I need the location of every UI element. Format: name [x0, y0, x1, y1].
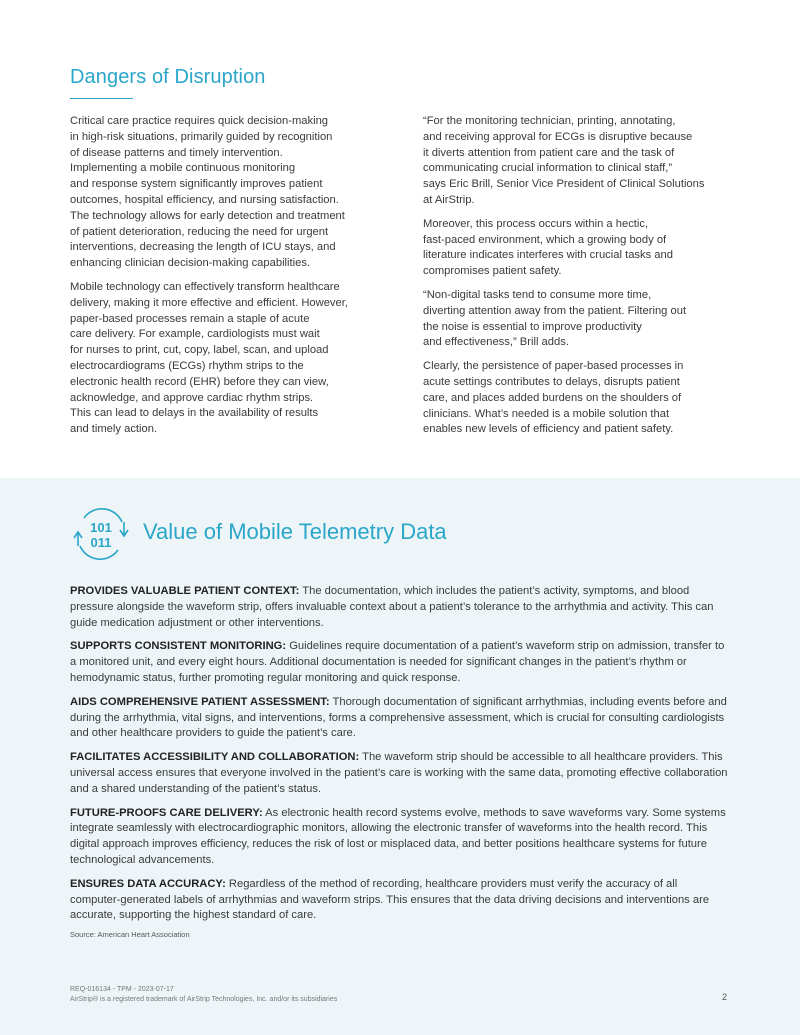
- item-text: The documentation, which includes the patient’s activity, symptoms, and blood pressure alongside the waveform strip, offers invaluable context about a patient’s tolerance to the arrhythmia and activity. This can guide medication adjustment or other interventions.: [70, 585, 714, 629]
- item-heading: FACILITATES ACCESSIBILITY AND COLLABORATION:: [70, 751, 360, 764]
- item-text: The waveform strip should be accessible to all healthcare providers. This universal access ensures that everyone involved in the patient’s care is working with the same data, promoting effective collaboration and a shared understanding of the patient’s status.: [70, 751, 728, 795]
- list-item: [70, 806, 730, 869]
- item-text: Guidelines require documentation of a patient’s waveform strip on admission, transfer to a monitored unit, and every eight hours. Additional documentation is needed for significant changes in the patient’s rhythm or hemodynamic status, further promoting regular monitoring and quick response.: [70, 640, 725, 684]
- paragraph: Clearly, the persistence of paper-based processes in acute settings contributes to delays, disrupts patient care, and places added burdens on the shoulders of clinicians. What’s needed is a mobile solution that enables new levels of efficiency and patient safety.: [423, 360, 684, 436]
- paragraph: “Non-digital tasks tend to consume more time, diverting attention away from the patient. Filtering out the noise is essential to improve productivity and effectiveness,” Brill adds.: [423, 288, 687, 349]
- icon-binary-bottom: 011: [90, 535, 112, 550]
- paragraph: “For the monitoring technician, printing, annotating, and receiving approval for ECGs is disruptive because it diverts attention from patient care and the task of communicating crucial information to clinical staff,” says Eric Brill, Senior Vice President of Clinical Solutions at AirStrip.: [423, 115, 705, 206]
- telemetry-section: [0, 478, 800, 1035]
- list-item: [70, 584, 730, 631]
- item-heading: FUTURE-PROOFS CARE DELIVERY:: [70, 806, 263, 819]
- section-title: Dangers of Disruption: [70, 66, 266, 88]
- list-item: [70, 639, 730, 686]
- section-title: Value of Mobile Telemetry Data: [143, 519, 447, 544]
- item-text: As electronic health record systems evolve, methods to save waveforms vary. Some systems integrate seamlessly with electrocardiographic monitors, allowing the electronic transfer of waveforms into the health record. This digital approach improves efficiency, reduces the risk of lost or misplaced data, and better positions healthcare systems for future technological advancements.: [70, 806, 726, 866]
- dangers-section: [0, 0, 800, 478]
- paragraph: Mobile technology can effectively transform healthcare delivery, making it more effective and efficient. However, paper-based processes remain a staple of acute care delivery. For example, cardiologists must wait for nurses to print, cut, copy, label, scan, and upload electrocardiograms (ECGs) rhythm strips to the electronic health record (EHR) before they can view, acknowledge, and approve cardiac rhythm strips. This can lead to delays in the availability of results and timely action.: [70, 280, 348, 436]
- paragraph: Critical care practice requires quick decision-making in high-risk situations, primarily guided by recognition of disease patterns and timely intervention. Implementing a mobile continuous monitoring and response system significantly improves patient outcomes, hospital efficiency, and nursing satisfaction. The technology allows for early detection and treatment of patient deterioration, reducing the need for urgent interventions, decreasing the length of ICU stays, and enhancing clinician decision-making capabilities.: [70, 115, 345, 270]
- item-heading: SUPPORTS CONSISTENT MONITORING:: [70, 640, 287, 653]
- document-id: REQ-016134 - TPM - 2023-07-17: [70, 986, 174, 993]
- title-underline: [70, 98, 133, 99]
- page-number: 2: [722, 992, 728, 1002]
- list-item: [70, 695, 730, 742]
- list-item: [70, 877, 730, 924]
- item-heading: ENSURES DATA ACCURACY:: [70, 877, 226, 890]
- left-column: [70, 114, 385, 446]
- trademark-notice: AirStrip® is a registered trademark of AirStrip Technologies, Inc. and/or its subsidiaries: [70, 996, 338, 1003]
- binary-data-exchange-icon: [70, 506, 132, 562]
- item-text: Thorough documentation of significant arrhythmias, including events before and during the arrhythmia, vital signs, and interventions, forms a comprehensive assessment, which is crucial for consulting cardiologists and other healthcare providers to guide the patient’s care.: [70, 695, 727, 740]
- source-note: Source: American Heart Association: [70, 930, 190, 939]
- item-heading: AIDS COMPREHENSIVE PATIENT ASSESSMENT:: [70, 695, 330, 708]
- item-text: Regardless of the method of recording, healthcare providers must verify the accuracy of all computer-generated labels of arrhythmias and waveform strips. This ensures that the data driving decisions and interventions are accurate, supporting the highest standard of care.: [70, 877, 710, 922]
- list-item: [70, 750, 730, 797]
- icon-binary-top: 101: [90, 520, 112, 535]
- item-heading: PROVIDES VALUABLE PATIENT CONTEXT:: [70, 585, 300, 597]
- benefits-list: [70, 584, 730, 932]
- right-column: [423, 114, 733, 446]
- paragraph: Moreover, this process occurs within a hectic, fast-paced environment, which a growing body of literature indicates interferes with crucial tasks and compromises patient safety.: [423, 217, 673, 278]
